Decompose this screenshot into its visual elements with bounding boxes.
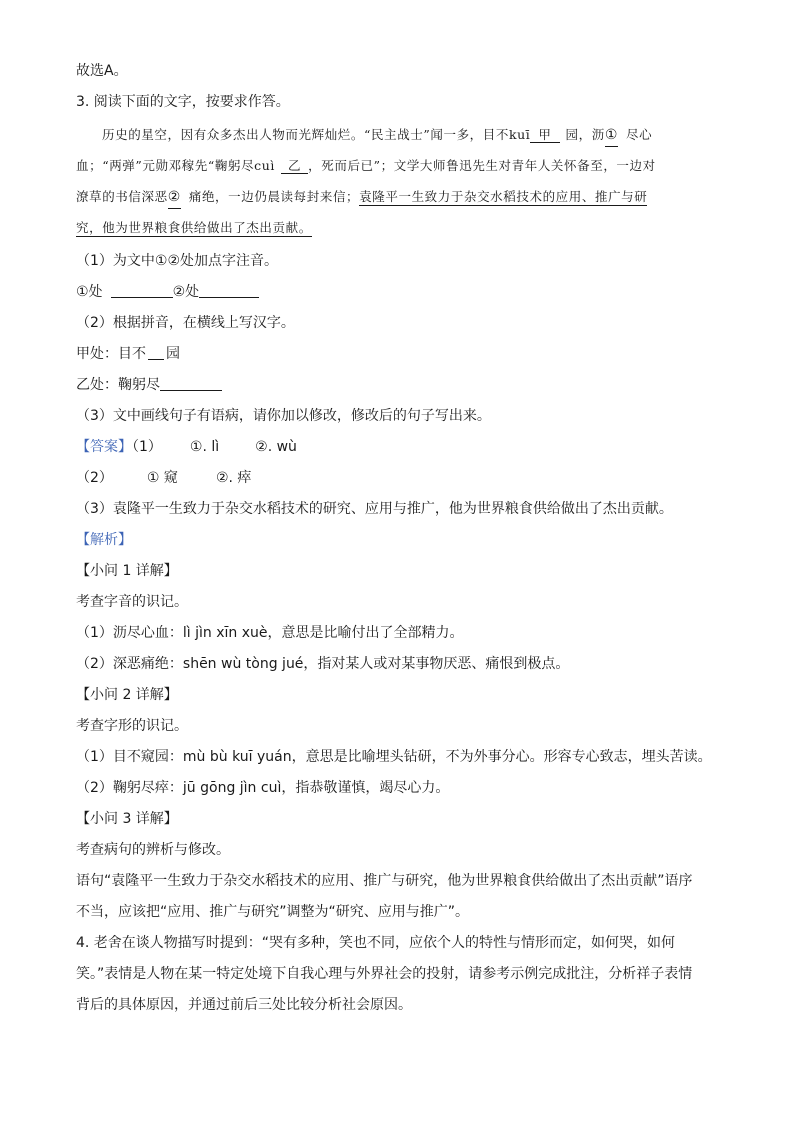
blank-2 xyxy=(199,283,259,298)
detail-1-item-1: （1）沥尽心血：lì jìn xīn xuè，意思是比喻付出了全部精力。 xyxy=(76,625,464,641)
question-4-line-2: 笑。”表情是人物在某一特定处境下自我心理与外界社会的投射，请参考示例完成批注，分析祥子表情 xyxy=(76,966,693,982)
detail-1-item-2: （2）深恶痛绝：shēn wù tòng jué，指对某人或对某事物厌恶、痛恨到极点。 xyxy=(76,656,570,672)
answer-conclusion: 故选A。 xyxy=(76,63,128,79)
detail-2-topic: 考查字形的识记。 xyxy=(76,718,188,734)
sub-question-1-blanks: ①处 ②处 xyxy=(76,282,259,302)
answer-tag: 【答案】 xyxy=(76,439,132,455)
detail-2-item-2: （2）鞠躬尽瘁：jū gōng jìn cuì，指恭敬谨慎，竭尽心力。 xyxy=(76,780,450,796)
blank-yi-answer xyxy=(160,376,222,391)
blank-jia-answer xyxy=(148,345,164,360)
sub-question-1: （1）为文中①②处加点字注音。 xyxy=(76,253,279,269)
passage-line-3: 潦草的书信深恶② 痛绝，一边仍晨读每封来信；袁隆平一生致力于杂交水稻技术的应用、推广与研 xyxy=(76,187,647,209)
detail-2-item-1: （1）目不窥园：mù bù kuī yuán，意思是比喻埋头钻研，不为外事分心。形容专心致志，埋头苦读。 xyxy=(76,749,712,765)
detail-1-topic: 考查字音的识记。 xyxy=(76,594,188,610)
passage-line-4 xyxy=(76,218,312,238)
detail-3-heading: 【小问 3 详解】 xyxy=(76,811,178,827)
sub-question-2-jia: 甲处：目不 园 xyxy=(76,346,180,362)
passage-line-2: 血；“两弹”元勋邓稼先“鞠躬尽cuì 乙 ，死而后已”；文学大师鲁迅先生对青年人关怀备至，一边对 xyxy=(76,158,656,173)
answer-row-2: （2） ① 窥 ②. 瘁 xyxy=(76,470,252,486)
passage-line-1: 历史的星空，因有众多杰出人物而光辉灿烂。“民主战士”闻一多，目不kuī 甲 园，沥① 尽心 xyxy=(102,125,652,147)
detail-3-body-1: 语句“袁隆平一生致力于杂交水稻技术的应用、推广与研究，他为世界粮食供给做出了杰出贡献”语序 xyxy=(76,873,693,889)
analysis-tag: 【解析】 xyxy=(76,532,132,548)
mark-1: ① xyxy=(605,125,618,147)
detail-3-topic: 考查病句的辨析与修改。 xyxy=(76,842,230,858)
detail-3-body-2: 不当，应该把“应用、推广与研究”调整为“研究、应用与推广”。 xyxy=(76,904,470,920)
sub-question-2-yi: 乙处：鞠躬尽 xyxy=(76,375,222,395)
question-3-title: 3. 阅读下面的文字，按要求作答。 xyxy=(76,94,290,110)
question-4-line-1: 4. 老舍在谈人物描写时提到：“哭有多种，笑也不同，应依个人的特性与情形而定，如何哭，如何 xyxy=(76,935,676,951)
answer-row-1: 【答案】（1） ①. lì ②. wù xyxy=(76,439,297,455)
underlined-sentence-end: 究，他为世界粮食供给做出了杰出贡献。 xyxy=(76,220,312,235)
blank-yi: 乙 xyxy=(281,158,308,174)
sub-question-3: （3）文中画线句子有语病，请你加以修改，修改后的句子写出来。 xyxy=(76,408,491,424)
blank-1 xyxy=(111,283,173,298)
answer-row-3: （3）袁隆平一生致力于杂交水稻技术的研究、应用与推广，他为世界粮食供给做出了杰出贡献。 xyxy=(76,501,673,517)
detail-1-heading: 【小问 1 详解】 xyxy=(76,563,178,579)
question-4-line-3: 背后的具体原因，并通过前后三处比较分析社会原因。 xyxy=(76,997,412,1013)
underlined-sentence: 袁隆平一生致力于杂交水稻技术的应用、推广与研 xyxy=(359,189,648,204)
blank-jia: 甲 xyxy=(530,127,559,143)
sub-question-2: （2）根据拼音，在横线上写汉字。 xyxy=(76,315,295,331)
detail-2-heading: 【小问 2 详解】 xyxy=(76,687,178,703)
mark-2: ② xyxy=(168,187,181,209)
